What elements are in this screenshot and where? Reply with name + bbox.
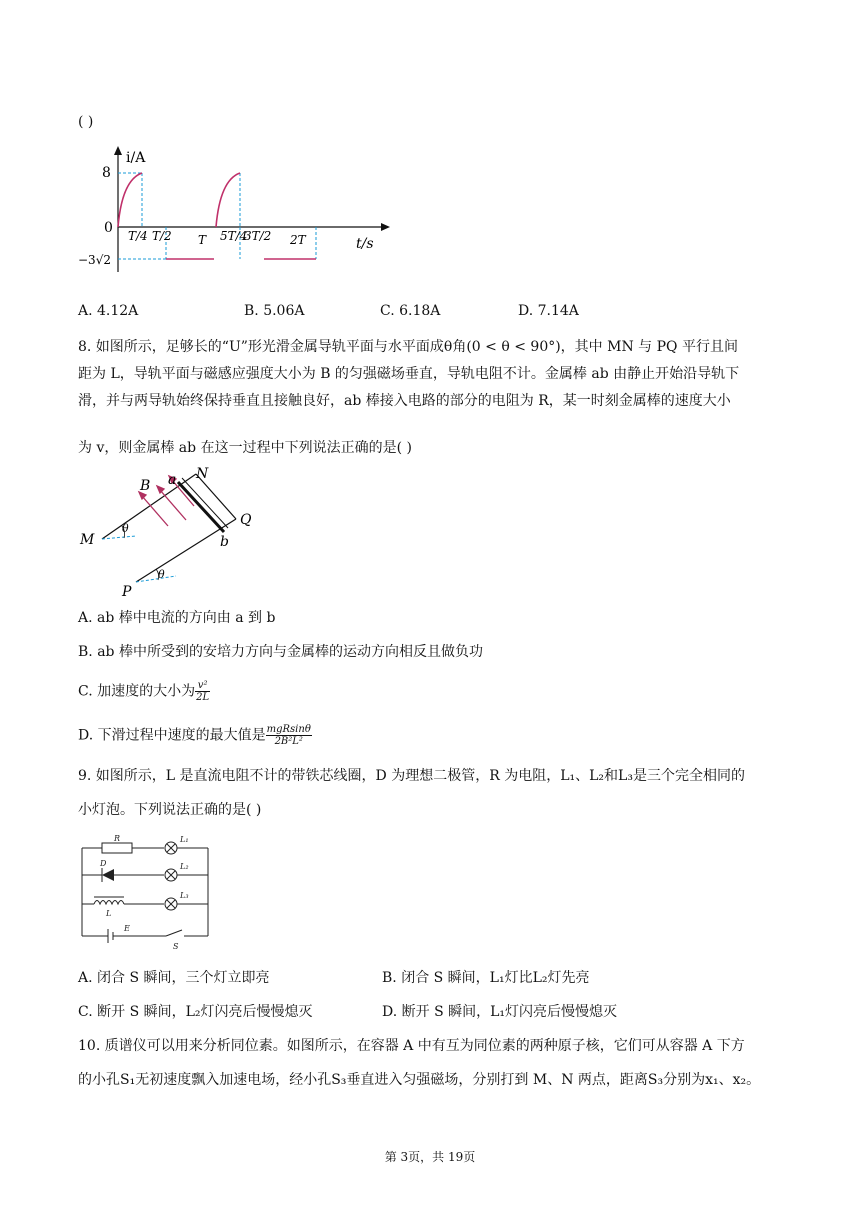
frac-numerator: v² — [195, 680, 210, 692]
x-axis-label: t/s — [356, 236, 374, 252]
q9-circuit-figure — [78, 834, 218, 950]
frac-numerator: mgRsinθ — [266, 724, 311, 735]
q9-option-b[interactable]: B. 闭合 S 瞬间，L₁灯比L₂灯先亮 — [382, 970, 590, 986]
circuit-label-E: E — [124, 924, 130, 933]
y-tick-8: 8 — [102, 165, 111, 181]
label-theta-1: θ — [122, 522, 129, 535]
circuit-label-L3: L₃ — [180, 891, 189, 900]
label-theta-2: θ — [158, 568, 165, 581]
label-M: M — [80, 532, 95, 548]
q7-option-a[interactable]: A. 4.12A — [78, 303, 139, 319]
circuit-label-S: S — [173, 942, 179, 950]
q8-option-c[interactable] — [78, 680, 210, 703]
q10-line-2: 的小孔S₁无初速度飘入加速电场，经小孔S₃垂直进入匀强磁场，分别打到 M、N 两点，距离S₃分别为x₁、x₂。 — [78, 1072, 761, 1088]
y-tick-neg: −3√2 — [78, 253, 111, 267]
q7-option-d[interactable]: D. 7.14A — [518, 303, 579, 319]
q8-line-3: 滑，并与两导轨始终保持垂直且接触良好，ab 棒接入电路的部分的电阻为 R，某一时刻金属棒的速度大小 — [78, 393, 731, 409]
label-B: B — [140, 478, 151, 494]
frac-denominator: 2B²L² — [274, 736, 303, 747]
q8-line-1: 8. 如图所示，足够长的“U”形光滑金属导轨平面与水平面成θ角(0 < θ < 90°)，其中 MN 与 PQ 平行且间 — [78, 339, 738, 355]
q8-option-d-prefix: D. 下滑过程中速度的最大值是 — [78, 727, 266, 744]
q9-line-1: 9. 如图所示，L 是直流电阻不计的带铁芯线圈，D 为理想二极管，R 为电阻，L₁、L₂和L₃是三个完全相同的 — [78, 768, 745, 784]
q9-line-2: 小灯泡。下列说法正确的是( ) — [78, 802, 262, 818]
label-b: b — [220, 534, 229, 550]
circuit-label-L1: L₁ — [180, 835, 189, 844]
current-curve-1 — [118, 173, 142, 227]
q8-line-2: 距为 L，导轨平面与磁感应强度大小为 B 的匀强磁场垂直，导轨电阻不计。金属棒 ab 由静止开始沿导轨下 — [78, 366, 740, 382]
label-N: N — [196, 466, 209, 482]
q9-option-c[interactable]: C. 断开 S 瞬间，L₂灯闪亮后慢慢熄灭 — [78, 1004, 313, 1020]
q7-option-c[interactable]: C. 6.18A — [380, 303, 441, 319]
circuit-label-D: D — [100, 859, 107, 868]
circuit-label-L: L — [106, 909, 112, 918]
q8-rail-figure — [76, 464, 276, 600]
q8-option-b[interactable]: B. ab 棒中所受到的安培力方向与金属棒的运动方向相反且做负功 — [78, 644, 483, 660]
x-tick-3T2: 3T/2 — [244, 229, 272, 243]
x-tick-half: T/2 — [152, 229, 172, 243]
q7-bracket: ( ) — [78, 114, 94, 130]
q9-option-d[interactable]: D. 断开 S 瞬间，L₁灯闪亮后慢慢熄灭 — [382, 1004, 618, 1020]
q8-option-d[interactable] — [78, 724, 312, 747]
q8-option-a[interactable]: A. ab 棒中电流的方向由 a 到 b — [78, 610, 276, 626]
q8-option-c-fraction — [195, 680, 210, 703]
label-Q: Q — [240, 512, 252, 528]
x-tick-quarter: T/4 — [128, 229, 148, 243]
y-tick-0: 0 — [104, 220, 113, 236]
q8-option-d-fraction — [266, 724, 312, 747]
label-P: P — [122, 584, 132, 600]
current-curve-2 — [216, 173, 240, 227]
circuit-label-L2: L₂ — [180, 862, 189, 871]
x-tick-T: T — [198, 233, 207, 247]
q8-option-c-prefix: C. 加速度的大小为 — [78, 683, 196, 700]
q7-option-b[interactable]: B. 5.06A — [244, 303, 305, 319]
q9-option-a[interactable]: A. 闭合 S 瞬间，三个灯立即亮 — [78, 970, 270, 986]
q10-line-1: 10. 质谱仪可以用来分析同位素。如图所示，在容器 A 中有互为同位素的两种原子核，它们可从容器 A 下方 — [78, 1038, 745, 1054]
x-tick-2T: 2T — [290, 233, 306, 247]
page-footer: 第 3页，共 19页 — [384, 1150, 476, 1164]
frac-denominator: 2L — [196, 692, 210, 703]
q7-current-graph — [78, 144, 398, 284]
label-a: a — [168, 472, 177, 488]
y-axis-label: i/A — [126, 150, 146, 166]
circuit-label-R: R — [114, 834, 121, 843]
x-tick-5T4: 5T/4 — [220, 229, 248, 243]
q8-line-4: 为 v，则金属棒 ab 在这一过程中下列说法正确的是( ) — [78, 440, 412, 456]
